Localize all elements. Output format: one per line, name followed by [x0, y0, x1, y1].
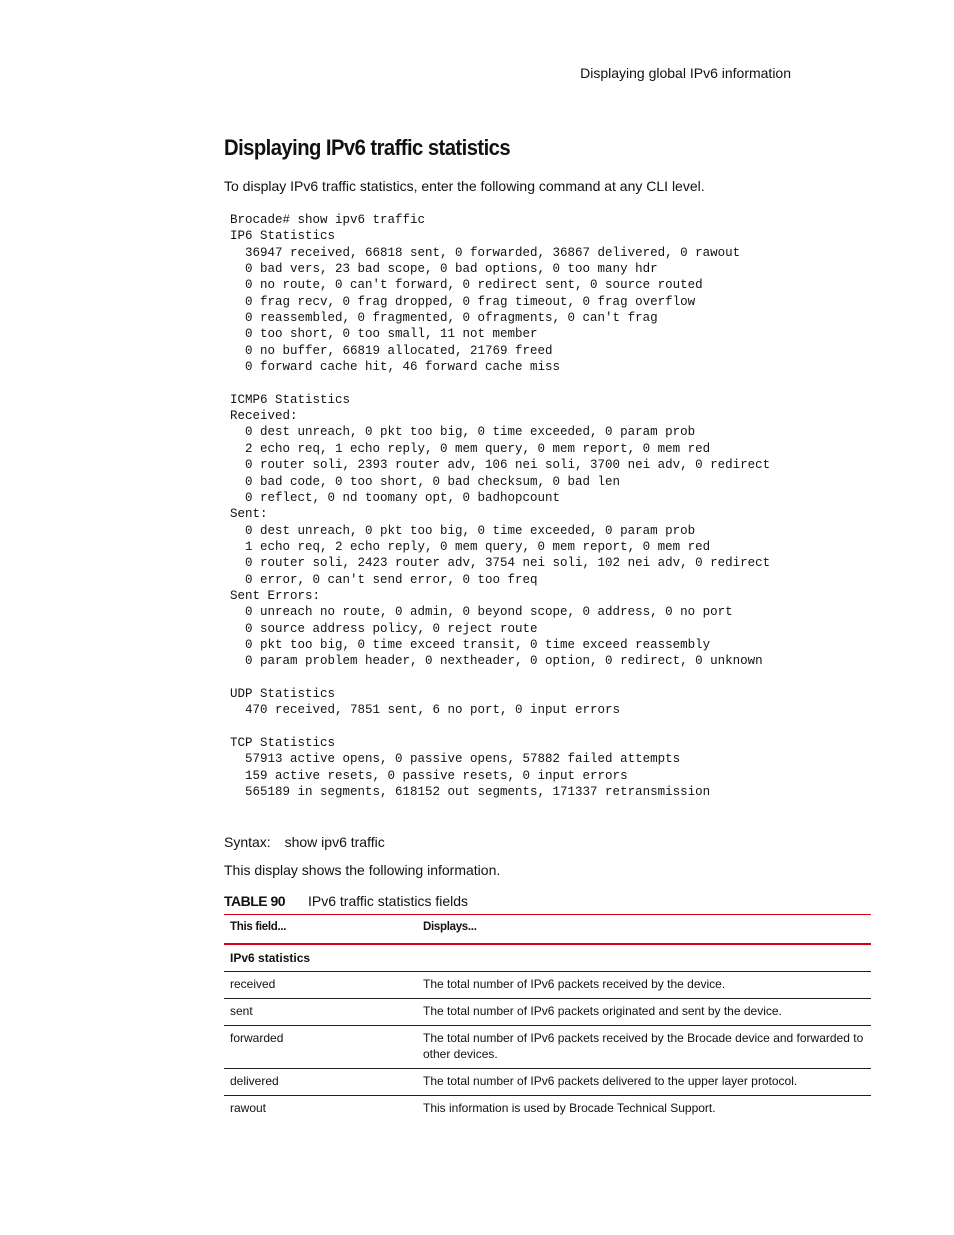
cli-line: 0 dest unreach, 0 pkt too big, 0 time exceeded, 0 param prob	[230, 425, 696, 440]
cli-line: 0 dest unreach, 0 pkt too big, 0 time exceeded, 0 param prob	[230, 523, 696, 538]
cli-line	[230, 719, 871, 735]
table-cell-field: received	[224, 972, 417, 999]
syntax-line	[224, 833, 871, 851]
table-cell-description: The total number of IPv6 packets received by the device.	[417, 972, 871, 999]
table-group-label: IPv6 statistics	[224, 944, 417, 972]
cli-line: 0 error, 0 can't send error, 0 too freq	[230, 572, 538, 587]
cli-line: 470 received, 7851 sent, 6 no port, 0 input errors	[230, 703, 621, 718]
cli-line: 0 no route, 0 can't forward, 0 redirect sent, 0 source routed	[230, 278, 703, 293]
table-group-row	[224, 944, 871, 972]
table-row	[224, 972, 871, 999]
table-row	[224, 999, 871, 1026]
fields-table	[224, 914, 871, 1122]
cli-line: Sent:	[230, 507, 268, 522]
table-cell-description: The total number of IPv6 packets delivered to the upper layer protocol.	[417, 1069, 871, 1096]
cli-line: 0 reassembled, 0 fragmented, 0 ofragments, 0 can't frag	[230, 311, 658, 326]
table-row	[224, 1096, 871, 1123]
cli-line: 0 bad vers, 23 bad scope, 0 bad options, 0 too many hdr	[230, 262, 658, 277]
running-header: Displaying global IPv6 information	[580, 65, 791, 81]
intro-paragraph: To display IPv6 traffic statistics, enter the following command at any CLI level.	[224, 178, 705, 194]
cli-line: 0 unreach no route, 0 admin, 0 beyond scope, 0 address, 0 no port	[230, 605, 733, 620]
cli-line: 2 echo req, 1 echo reply, 0 mem query, 0 mem report, 0 mem red	[230, 441, 711, 456]
table-row	[224, 1026, 871, 1069]
table-group-empty	[417, 944, 871, 972]
table-cell-description: The total number of IPv6 packets originated and sent by the device.	[417, 999, 871, 1026]
cli-line: 0 frag recv, 0 frag dropped, 0 frag timeout, 0 frag overflow	[230, 294, 696, 309]
cli-line: 1 echo req, 2 echo reply, 0 mem query, 0 mem report, 0 mem red	[230, 539, 711, 554]
table-cell-description: The total number of IPv6 packets received by the Brocade device and forwarded to other devices.	[417, 1026, 871, 1069]
cli-line: 0 source address policy, 0 reject route	[230, 621, 538, 636]
cli-line: 0 router soli, 2393 router adv, 106 nei soli, 3700 nei adv, 0 redirect	[230, 458, 771, 473]
cli-line: 36947 received, 66818 sent, 0 forwarded, 36867 delivered, 0 rawout	[230, 245, 741, 260]
table-caption-label: TABLE 90	[224, 893, 286, 910]
cli-line: Received:	[230, 409, 298, 424]
table-cell-field: rawout	[230, 1101, 267, 1116]
table-cell-field: delivered	[224, 1069, 417, 1096]
cli-line: UDP Statistics	[230, 686, 336, 701]
cli-line: TCP Statistics	[230, 736, 336, 750]
cli-line: IP6 Statistics	[230, 229, 336, 244]
cli-line: 0 param problem header, 0 nextheader, 0 option, 0 redirect, 0 unknown	[230, 654, 763, 669]
cli-output-block	[230, 212, 871, 800]
table-header-field: This field...	[224, 915, 417, 945]
cli-line: 0 router soli, 2423 router adv, 3754 nei soli, 102 nei adv, 0 redirect	[230, 556, 771, 571]
table-caption-text: IPv6 traffic statistics fields	[308, 893, 469, 910]
cli-line	[230, 670, 871, 686]
table-row	[224, 1069, 871, 1096]
cli-line: ICMP6 Statistics	[230, 392, 351, 407]
cli-line	[230, 375, 871, 391]
cli-line: 159 active resets, 0 passive resets, 0 input errors	[230, 768, 628, 783]
cli-line: 0 bad code, 0 too short, 0 bad checksum, 0 bad len	[230, 474, 621, 489]
table-cell-field: forwarded	[224, 1026, 417, 1069]
table-cell-description: This information is used by Brocade Technical Support.	[423, 1101, 716, 1116]
cli-line: 0 forward cache hit, 46 forward cache miss	[230, 360, 561, 375]
page-content	[224, 130, 871, 1122]
section-title: Displaying IPv6 traffic statistics	[224, 135, 511, 160]
cli-line: 0 reflect, 0 nd toomany opt, 0 badhopcount	[230, 490, 561, 505]
display-text: This display shows the following information.	[224, 862, 501, 879]
cli-line: 565189 in segments, 618152 out segments, 171337 retransmission	[230, 785, 711, 800]
table-header-row	[224, 915, 871, 945]
cli-line: 0 pkt too big, 0 time exceed transit, 0 time exceed reassembly	[230, 637, 711, 652]
table-cell-field: sent	[224, 999, 417, 1026]
cli-line: Sent Errors:	[230, 588, 321, 603]
cli-line: 57913 active opens, 0 passive opens, 57882 failed attempts	[230, 752, 681, 767]
syntax-label: Syntax:	[224, 834, 271, 851]
cli-line: 0 no buffer, 66819 allocated, 21769 freed	[230, 343, 553, 358]
cli-line: 0 too short, 0 too small, 11 not member	[230, 327, 538, 342]
table-header-displays: Displays...	[417, 915, 871, 945]
table-caption	[224, 892, 871, 910]
cli-line: Brocade# show ipv6 traffic	[230, 213, 426, 227]
syntax-command: show ipv6 traffic	[284, 834, 385, 851]
